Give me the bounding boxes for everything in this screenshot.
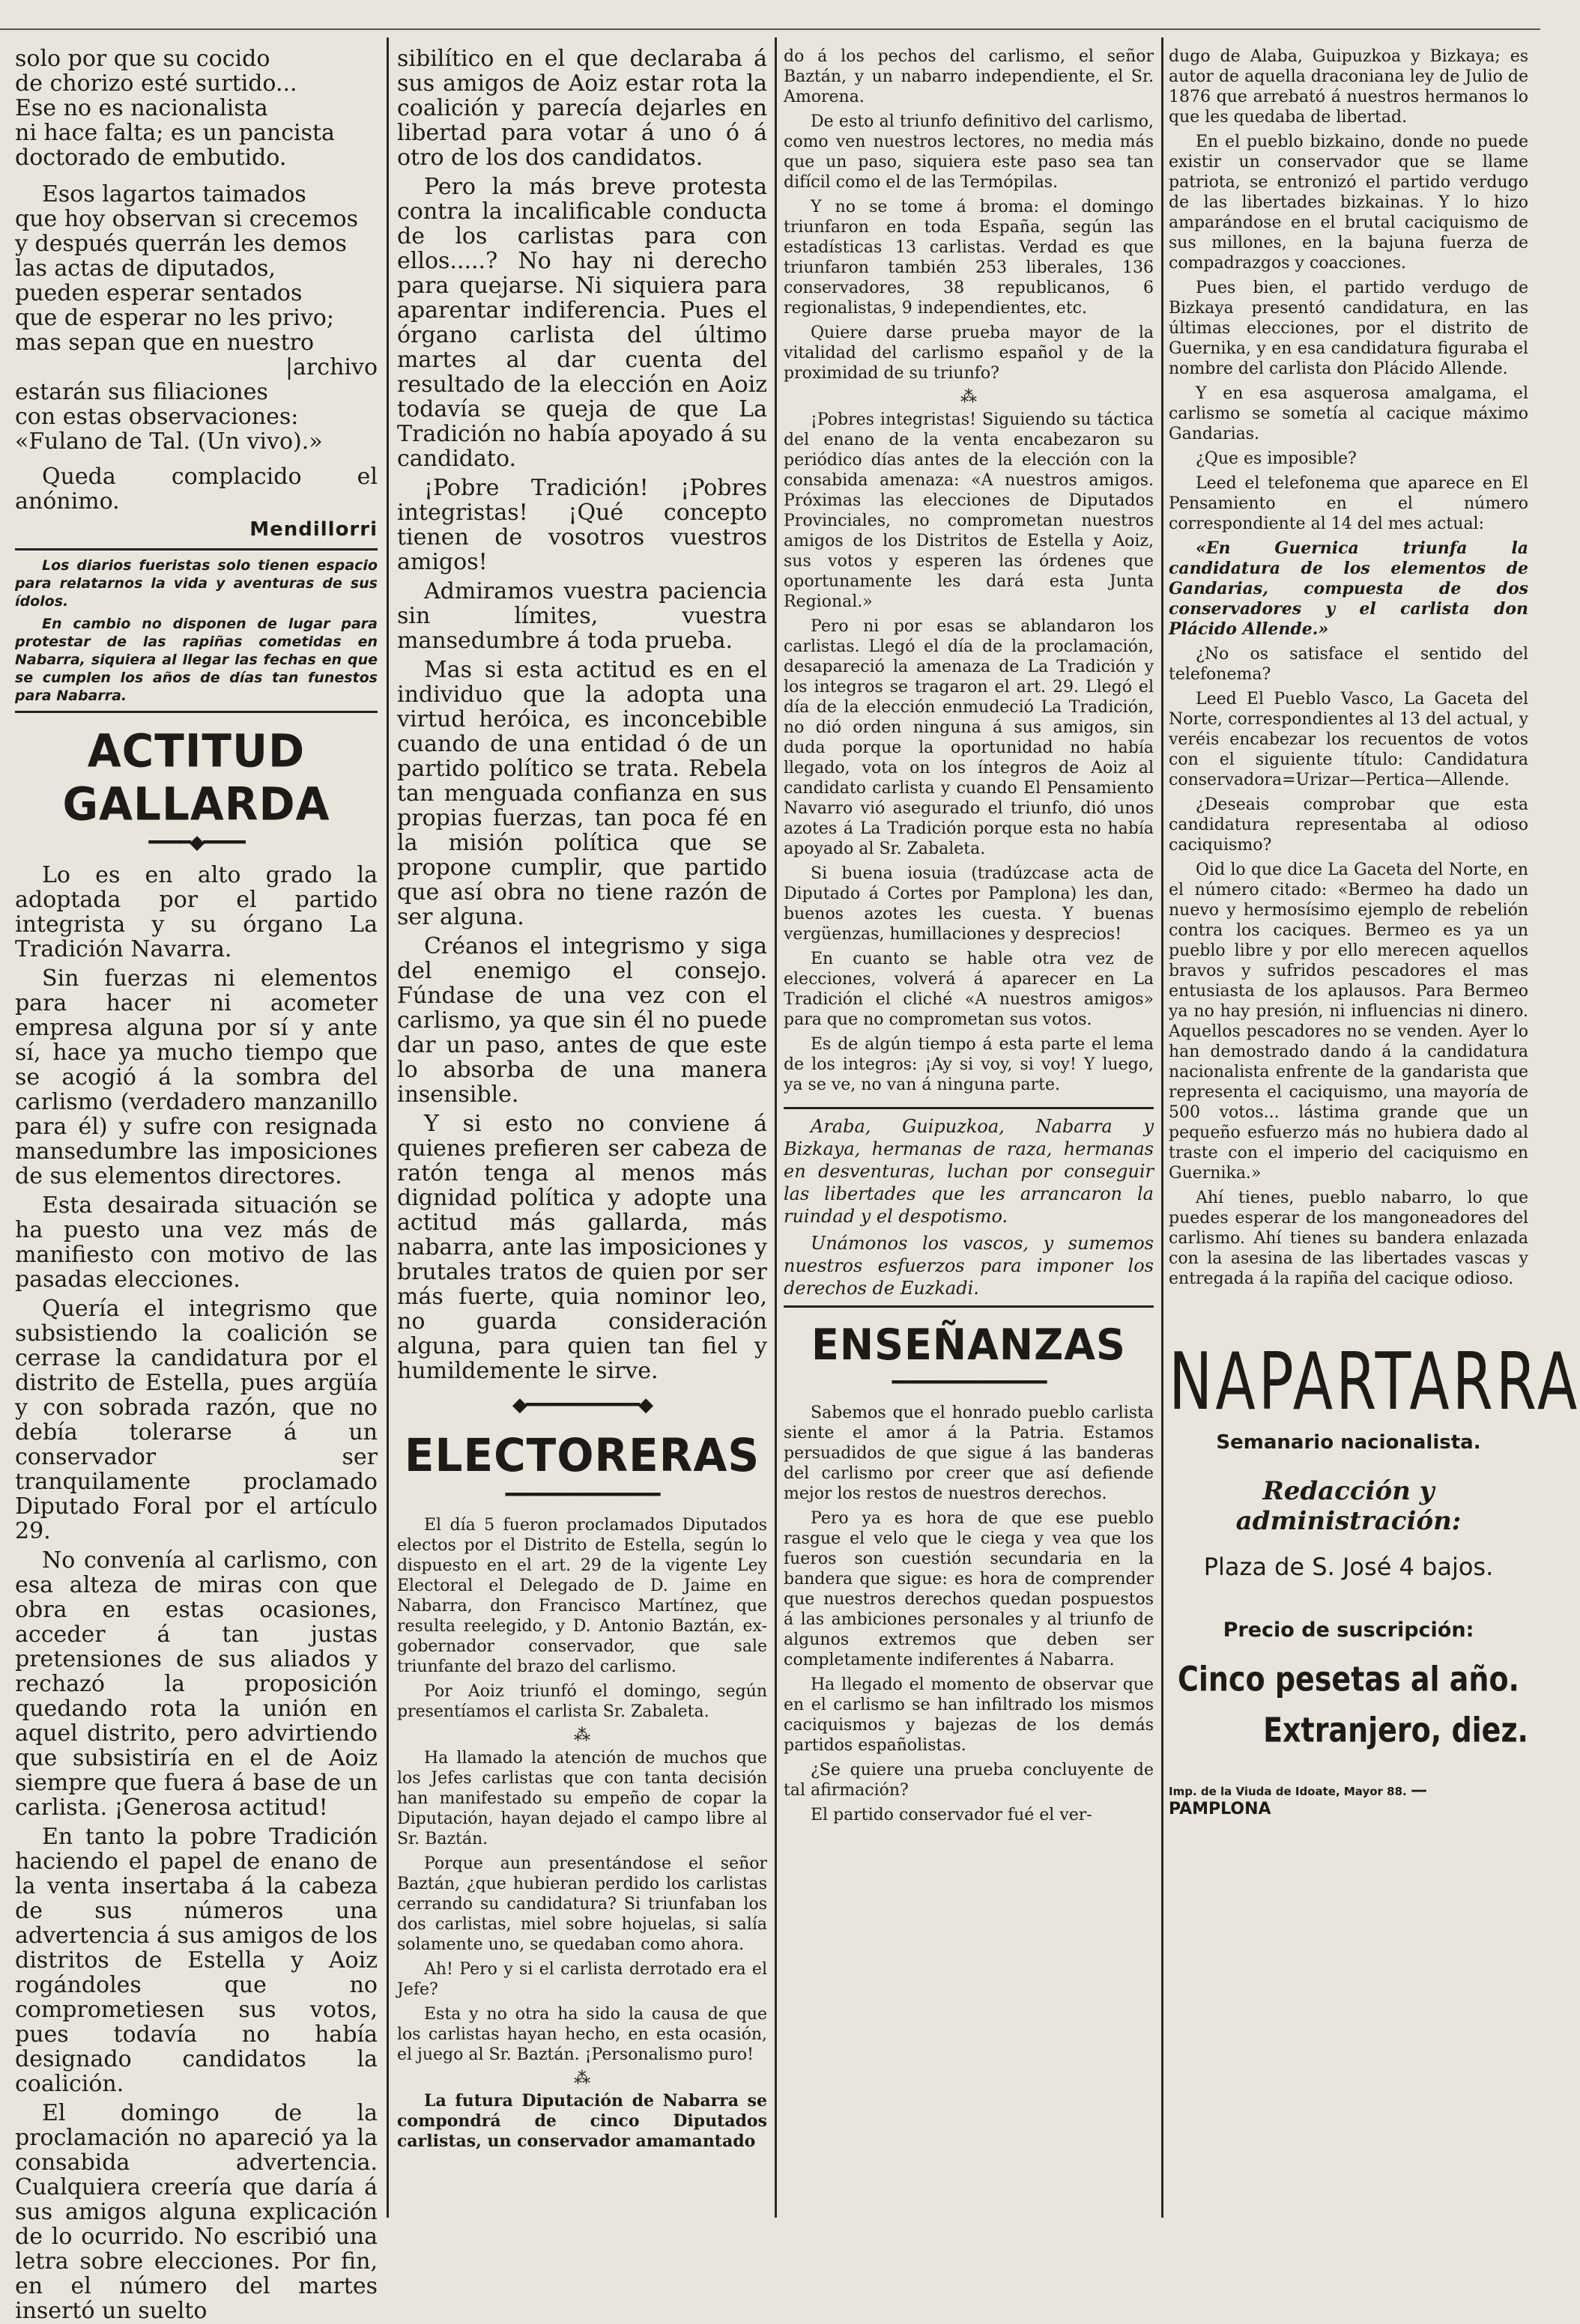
verse-line: las actas de diputados, bbox=[15, 255, 276, 282]
masthead-subtitle: Semanario nacionalista. bbox=[1216, 1431, 1481, 1454]
verse-line: mas sepan que en nuestro bbox=[15, 330, 315, 356]
motto-paragraph: Unámonos los vascos, y sumemos nuestros esfuerzos para imponer los derechos de Euzkadi. bbox=[784, 1233, 1154, 1299]
paragraph: Admiramos vuestra paciencia sin límites, vuestra mansedumbre á toda prueba. bbox=[397, 578, 767, 654]
article-body bbox=[397, 1515, 767, 2152]
paragraph: No convenía al carlismo, con esa alteza de miras con que obra en estas ocasiones, acceder á tan justas pretensiones de sus aliados y rechazó la proposición quedando rota la unión en aquel distrito, pero advirtiendo que subsistiría en el de Aoiz siempre que fuera á base de un carlista. ¡Generosa actitud! bbox=[15, 1547, 378, 1821]
article-body bbox=[15, 863, 378, 2323]
paragraph: ¿Deseais comprobar que esta candidatura representaba al odioso caciquismo? bbox=[1169, 795, 1528, 855]
paragraph: Quería el integrismo que subsistiendo la coalición se cerrase la candidatura por el distrito de Estella, pues argüía y con sobrada razón, que no debía tolerarse á un conservador ser tranquilamente proclamado Diputado Foral por el artículo 29. bbox=[15, 1296, 378, 1544]
divider bbox=[15, 548, 378, 550]
paragraph: Pero la más breve protesta contra la incalificable conducta de los carlistas para con ellos.....? No hay ni derecho para quejarse. Ni siquiera para aparentar indiferencia. Pues el órgano carlista del último martes al dar cuenta del resultado de la elección en Aoiz todavía se queja de que La Tradición no había apoyado á su candidato. bbox=[397, 174, 767, 472]
paragraph: do á los pechos del carlismo, el señor Baztán, y un nabarro independiente, el Sr. Amorena. bbox=[784, 47, 1154, 106]
paragraph: Quiere darse prueba mayor de la vitalidad del carlismo español y de la proximidad de su triunfo? bbox=[784, 324, 1154, 383]
office-address: Plaza de S. José 4 bajos. bbox=[1203, 1553, 1494, 1581]
closing-line: Queda complacido el anónimo. bbox=[15, 464, 378, 515]
verse-line: y después querrán les demos bbox=[15, 231, 347, 257]
author-signature: Mendillorri bbox=[249, 518, 378, 541]
paragraph: sibilítico en el que declaraba á sus amigos de Aoiz estar rota la coalición y parecía dejarles en libertad para votar á uno ó á otro de los dos candidatos. bbox=[397, 46, 767, 171]
paragraph: Esta y no otra ha sido la causa de que los carlistas hayan hecho, en esta ocasión, el juego al Sr. Baztán. ¡Personalismo puro! bbox=[397, 2005, 767, 2064]
divider bbox=[15, 711, 378, 713]
paragraph: La futura Diputación de Nabarra se compondrá de cinco Diputados carlistas, un conservador amamantado bbox=[397, 2091, 767, 2151]
headline-electoreras: ELECTORERAS bbox=[404, 1428, 760, 1482]
asterism-icon: ⁂ bbox=[960, 388, 977, 407]
paragraph: ¡Pobre Tradición! ¡Pobres integristas! ¡Qué concepto tienen de vosotros vuestros amigos! bbox=[397, 475, 767, 575]
headline-ensenanzas: ENSEÑANZAS bbox=[811, 1320, 1126, 1370]
paragraph: El día 5 fueron proclamados Diputados electos por el Distrito de Estella, según lo dispuesto en el art. 29 de la vigente Ley Electoral el Delegado de D. Jaime en Nabarra, don Francisco Martínez, que resulta reelegido, y D. Antonio Baztán, ex-gobernador conservador, que sale triunfante del brazo del carlismo. bbox=[397, 1516, 767, 1676]
paragraph: Pues bien, el partido verdugo de Bizkaya presentó candidatura, en las últimas elecciones, por el distrito de Guernika, y en esa candidatura figuraba el nombre del carlista don Plácido Allende. bbox=[1169, 279, 1528, 378]
paragraph: Es de algún tiempo á esta parte el lema de los integros: ¡Ay si voy, si voy! Y luego, ya se ve, no van á ninguna parte. bbox=[784, 1035, 1154, 1094]
verse-line: «Fulano de Tal. (Un vivo).» bbox=[15, 428, 323, 455]
paragraph: Ha llegado el momento de observar que en el carlismo se han infiltrado los mismos caciquismos y bajezas de los demás partidos españolistas. bbox=[784, 1675, 1154, 1755]
paragraph: El domingo de la proclamación no apareció ya la consabida advertencia. Cualquiera creería que daría á sus amigos alguna explicación de lo ocurrido. No escribió una letra sobre elecciones. Por fin, en el número del martes insertó un suelto bbox=[15, 2100, 378, 2324]
divider bbox=[784, 1107, 1154, 1109]
paragraph: Mas si esta actitud es en el individuo que la adopta una virtud heróica, es inconcebible cuando de una entidad ó de un partido político se trata. Rebela tan menguada confianza en sus propias fuerzas, tan poca fé en la misión política que se propone cumplir, que partido que así obra no tiene razón de ser alguna. bbox=[397, 657, 767, 930]
verse-line: de chorizo esté surtido... bbox=[15, 70, 297, 97]
price-foreign: Extranjero, diez. bbox=[1263, 1710, 1528, 1750]
quote: «En Guernica triunfa la candidatura de los elementos de Gandarias, compuesta de dos conservadores y el carlista don Plácido Allende.» bbox=[1169, 538, 1528, 639]
article-body bbox=[784, 1403, 1154, 1825]
masthead-title: NAPARTARRA bbox=[1169, 1337, 1580, 1428]
ornament-icon: ━━━━━━━━━━━━━━━ bbox=[505, 1484, 659, 1506]
paragraph: Por Aoiz triunfó el domingo, según presentíamos el carlista Sr. Zabaleta. bbox=[397, 1682, 767, 1721]
headline-actitud-gallarda: ACTITUD GALLARDA bbox=[62, 723, 330, 831]
ornament-icon: ━━━━━━━━━━━━━━━ bbox=[892, 1371, 1046, 1394]
ornament-icon: ◆━━━━━━━━━━━◆ bbox=[512, 1394, 653, 1416]
verse-line: ni hace falta; es un pancista bbox=[15, 120, 335, 146]
column-4 bbox=[1169, 46, 1580, 2212]
paragraph: Porque aun presentándose el señor Baztán, ¿que hubieran perdido los carlistas cerrando su candidatura? Si triunfaban los dos carlistas, miel sobre hojuelas, si salía solamente uno, se quedaban como ahora. bbox=[397, 1854, 767, 1954]
verse-line: que hoy observan si crecemos bbox=[15, 206, 359, 232]
ornament-icon: ━━━━◆━━━━ bbox=[148, 831, 244, 854]
paragraph: En cuanto se hable otra vez de elecciones, volverá á aparecer en La Tradición el cliché «A nuestros amigos» para que no comprometan sus votos. bbox=[784, 950, 1154, 1029]
asterism-icon: ⁂ bbox=[574, 1726, 590, 1745]
column-1 bbox=[15, 46, 378, 2324]
paragraph: En tanto la pobre Tradición haciendo el papel de enano de la venta insertaba á la cabeza de sus números una advertencia á sus amigos de los distritos de Estella y Aoiz rogándoles que no comprometiesen sus votos, pues todavía no había designado candidatos la coalición. bbox=[15, 1824, 378, 2097]
paragraph: Oid lo que dice La Gaceta del Norte, en el número citado: «Bermeo ha dado un nuevo y hermosísimo ejemplo de rebelión contra los caciques. Bermeo es ya un pueblo libre y por ello merecen aquellos bravos y sufridos pescadores el mas entusiasta de los aplausos. Para Bermeo ya no hay presión, ni influencias ni dinero. Aquellos pescadores no se venden. Ayer lo han demostrado dando á la candidatura nacionalista enfrente de la gandarista que representa el caciquismo, una mayoría de 500 votos... lástima grande que un pequeño esfuerzo más no hubiera dado al traste con el imperio del caciquismo en Guernika.» bbox=[1169, 861, 1528, 1183]
editorial-note bbox=[15, 556, 378, 705]
verse-line: Ese no es nacionalista bbox=[15, 95, 268, 121]
article-body bbox=[1169, 46, 1528, 1289]
verse-line: con estas observaciones: bbox=[15, 404, 299, 430]
paragraph: Y en esa asquerosa amalgama, el carlismo se sometía al cacique máximo Gandarias. bbox=[1169, 384, 1528, 443]
paragraph: ¿No os satisface el sentido del telefonema? bbox=[1169, 645, 1528, 684]
column-2 bbox=[397, 46, 767, 2212]
paragraph: Ahí tienes, pueblo nabarro, lo que puedes esperar de los mangoneadores del carlismo. Ahí tienes su bandera enlazada con la asesina de las libertades vascas y entregada á la rapiña del cacique odioso. bbox=[1169, 1189, 1528, 1288]
paragraph: Lo es en alto grado la adoptada por el partido integrista y su órgano La Tradición Navarra. bbox=[15, 862, 378, 962]
note-paragraph: Los diarios fueristas solo tienen espacio para relatarnos la vida y aventuras de sus ídolos. bbox=[15, 557, 378, 610]
divider bbox=[784, 1305, 1154, 1308]
verse-line: estarán sus filiaciones bbox=[15, 379, 268, 405]
paragraph: Créanos el integrismo y siga del enemigo el consejo. Fúndase de una vez con el carlismo, ya que sin él no puede dar un paso, antes de que este lo absorba de una manera insensible. bbox=[397, 933, 767, 1108]
paragraph: Esta desairada situación se ha puesto una vez más de manifiesto con motivo de las pasadas elecciones. bbox=[15, 1192, 378, 1293]
column-rule bbox=[387, 37, 389, 2218]
paragraph: Pero ya es hora de que ese pueblo rasgue el velo que le ciega y vea que los fueros son cuestión secundaria en la bandera que sigue: es hora de comprender que nuestros derechos quedan pospuestos á las ambiciones personales y al triunfo de algunos extremos que deben ser completamente indiferentes á Nabarra. bbox=[784, 1509, 1154, 1669]
verse-line: que de esperar no les privo; bbox=[15, 305, 334, 331]
editorial-office-label: Redacción y administración: bbox=[1235, 1476, 1462, 1536]
imprint-printer: Imp. de la Viuda de Idoate, Mayor 88. bbox=[1169, 1785, 1407, 1798]
paragraph: Ha llamado la atención de muchos que los Jefes carlistas que con tanta decisión han manifestado su empeño de copar la Diputación, hayan dejado el campo libre al Sr. Baztán. bbox=[397, 1749, 767, 1848]
paragraph: Y no se tome á broma: el domingo triunfaron en toda España, según las estadísticas 13 carlistas. Verdad es que triunfaron también 253 liberales, 136 conservadores, 38 republicanos, 6 regionalistas, 9 independientes, etc. bbox=[784, 198, 1154, 318]
paragraph: ¿Que es imposible? bbox=[1196, 449, 1357, 468]
paragraph: Leed el telefonema que aparece en El Pensamiento en el número correspondiente al 14 del mes actual: bbox=[1169, 474, 1528, 533]
top-border bbox=[0, 28, 1540, 30]
column-3 bbox=[784, 46, 1154, 2212]
paragraph: ¡Pobres integristas! Siguiendo su táctica del enano de la venta encabezaron su periódico días antes de la elección con la consabida amenaza: «A nuestros amigos. Próximas las elecciones de Diputados Provinciales, no comprometan nuestros amigos de los Distritos de Estella y Aoiz, sus votos y esperen las órdenes que oportunamente les dará esta Junta Regional.» bbox=[784, 410, 1154, 611]
paragraph: En el pueblo bizkaino, donde no puede existir un conservador que se llame patriota, se entronizó el partido verdugo de las libertades bizkainas. Y lo hizo amparándose en el brutal caciquismo de sus millones, en la bajuna fuerza de compadrazgos y coacciones. bbox=[1169, 133, 1528, 273]
verse-line: |archivo bbox=[285, 354, 378, 380]
imprint-city: —PAMPLONA bbox=[1169, 1781, 1427, 1818]
article-body bbox=[784, 46, 1154, 1095]
paragraph: Ah! Pero y si el carlista derrotado era el Jefe? bbox=[397, 1960, 767, 1999]
paragraph: De esto al triunfo definitivo del carlismo, como ven nuestros lectores, no media más que un paso, siquiera este paso sea tan difícil como el de las Termópilas. bbox=[784, 112, 1154, 192]
paragraph: Leed El Pueblo Vasco, La Gaceta del Norte, correspondientes al 13 del actual, y veréis encabezar los recuentos de votos con el siguiente título: Candidatura conservadora=Urizar—Pertica—Allende. bbox=[1169, 690, 1528, 789]
paragraph: ¿Se quiere una prueba concluyente de tal afirmación? bbox=[784, 1761, 1154, 1800]
verse-line: doctorado de embutido. bbox=[15, 145, 287, 171]
verse-line: Esos lagartos taimados bbox=[42, 181, 306, 207]
paragraph: El partido conservador fué el ver- bbox=[811, 1806, 1092, 1824]
paragraph: Sin fuerzas ni elementos para hacer ni acometer empresa alguna por sí y ante sí, hace ya mucho tiempo que se acogió á la sombra del carlismo (verdadero manzanillo para él) y sufre con resignada mansedumbre las imposiciones de sus elementos directores. bbox=[15, 965, 378, 1189]
paragraph: Y si esto no conviene á quienes prefieren ser cabeza de ratón tenga al menos más dignidad política y adopte una actitud más gallarda, más nabarra, ante las imposiciones y brutales tratos de quien por ser más fuerte, quia nominor leo, no guarda consideración alguna, para quien tan fiel y humildemente le sirve. bbox=[397, 1111, 767, 1384]
verse-line: pueden esperar sentados bbox=[15, 280, 303, 306]
nationalist-motto bbox=[784, 1115, 1154, 1299]
price-domestic: Cinco pesetas al año. bbox=[1178, 1659, 1519, 1699]
paragraph: Sabemos que el honrado pueblo carlista siente el amor á la Patria. Estamos persuadidos de que sigue á las banderas del carlismo por creer que así defiende mejor los restos de nuestros derechos. bbox=[784, 1404, 1154, 1503]
paragraph: dugo de Alaba, Guipuzkoa y Bizkaya; es autor de aquella draconiana ley de Julio de 1876 que arrebató á nuestros hermanos lo que les quedaba de libertad. bbox=[1169, 47, 1528, 127]
poem bbox=[15, 46, 378, 454]
column-rule bbox=[1161, 37, 1163, 2218]
subscription-label: Precio de suscripción: bbox=[1223, 1618, 1474, 1642]
paragraph: Pero ni por esas se ablandaron los carlistas. Llegó el día de la proclamación, desapareció la amenaza de La Tradición y los integros se tragaron el art. 29. Llegó el día de la elección enmudeció La Tradición, no dió orden ninguna á sus amigos, sin duda porque la oportunidad no había llegado, vota on los íntegros de Aoiz al candidato carlista y cuando El Pensamiento Navarro vió asegurado el triunfo, dió unos azotes á La Tradición porque esta no había apoyado al Sr. Zabaleta. bbox=[784, 617, 1154, 858]
column-rule bbox=[775, 37, 777, 2218]
verse-line: solo por que su cocido bbox=[15, 46, 270, 72]
article-body bbox=[397, 46, 767, 1383]
printer-imprint bbox=[1169, 1781, 1528, 1818]
asterism-icon: ⁂ bbox=[574, 2069, 590, 2088]
note-paragraph: En cambio no disponen de lugar para protestar de las rapiñas cometidas en Nabarra, siquiera al llegar las fechas en que se cumplen los años de días tan funestos para Nabarra. bbox=[15, 616, 378, 704]
motto-paragraph: Araba, Guipuzkoa, Nabarra y Bizkaya, hermanas de raza, hermanas en desventuras, luchan por conseguir las libertades que les arrancaron la ruindad y el despotismo. bbox=[784, 1116, 1154, 1227]
paragraph: Si buena iosuia (tradúzcase acta de Diputado á Cortes por Pamplona) les dan, buenos azotes les cuesta. Y buenas vergüenzas, humillaciones y desprecios! bbox=[784, 864, 1154, 944]
